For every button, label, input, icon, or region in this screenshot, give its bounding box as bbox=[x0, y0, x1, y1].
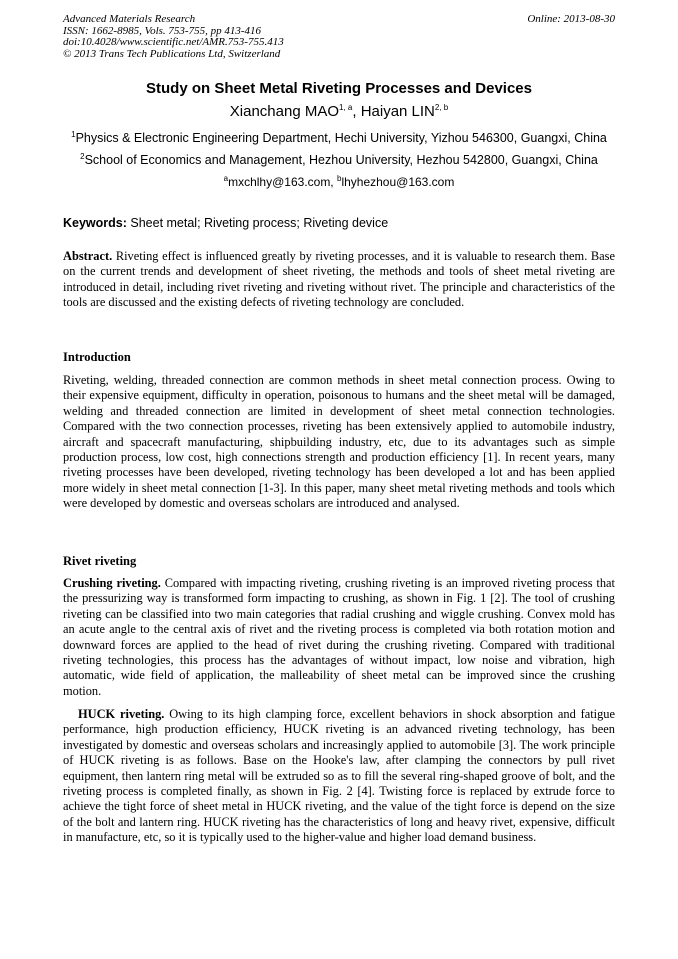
affiliation-1 bbox=[0, 131, 678, 145]
introduction-paragraph: Riveting, welding, threaded connection are common methods in sheet metal connection process. Owing to their expensive equipment, difficulty in operation, poisonous to humans and the sheet metal will be damaged, welding and threaded connection are limited in development of sheet metal connection technologies. Compared with the two connection processes, riveting has been extensively applied to automobile industry, aircraft and spacecraft manufacturing, shipbuilding industry, etc, due to its advantages such as simple production process, low cost, high connections strength and production efficiency [1]. In recent years, many riveting processes have been developed, riveting technology has been developed a lot and has been applied more widely in sheet metal connection [1-3]. In this paper, many sheet metal riveting methods and tools which were developed by domestic and overseas scholars are introduced and analysed. bbox=[63, 373, 615, 511]
email-1-mark: a bbox=[223, 174, 229, 183]
author-separator: , bbox=[352, 103, 361, 120]
affiliation-2-text: School of Economics and Management, Hezhou University, Hezhou 542800, Guangxi, China bbox=[84, 153, 598, 167]
issn-line: ISSN: 1662-8985, Vols. 753-755, pp 413-416 bbox=[63, 24, 261, 37]
email-2-mark: b bbox=[336, 174, 342, 183]
author-2-name: Haiyan LIN bbox=[360, 103, 435, 120]
email-1: mxchlhy@163.com, bbox=[228, 175, 337, 189]
affiliation-1-text: Physics & Electronic Engineering Department, Hechi University, Yizhou 546300, Guangxi, China bbox=[75, 131, 607, 145]
introduction-heading: Introduction bbox=[63, 350, 131, 364]
paper-title: Study on Sheet Metal Riveting Processes and Devices bbox=[146, 80, 532, 97]
journal-header bbox=[63, 14, 284, 60]
abstract bbox=[63, 249, 615, 311]
author-1-affiliation-mark: 1, a bbox=[339, 103, 353, 112]
rivet-riveting-heading: Rivet riveting bbox=[63, 554, 137, 568]
copyright-line: © 2013 Trans Tech Publications Ltd, Switzerland bbox=[63, 47, 281, 60]
crushing-riveting-text: Compared with impacting riveting, crushing riveting is an improved riveting process that the pressurizing way is transformed form impacting to crushing, as shown in Fig. 1 [2]. The tool of crushing riveting can be classified into two main categories that radial crushing and wiggle crushing. Convex mold has an acute angle to the central axis of rivet and the riveting process is completed via both rotation motion and downward forces are applied to the head of rivet during the crushing riveting. Compared with traditional riveting technologies, this process has the advantages of without impact, low noise and vibration, high automatic, wide field of application, the malleability of sheet metal can be improved since the crushing motion. bbox=[63, 576, 615, 698]
journal-name: Advanced Materials Research bbox=[63, 13, 196, 25]
huck-riveting-text: Owing to its high clamping force, excellent behaviors in shock absorption and fatigue performance, high production efficiency, HUCK riveting is an advanced riveting technology, has been investigated by domestic and overseas scholars and increasingly applied to automobile [3]. The work principle of HUCK riveting is as follows. Base on the Hooke's law, after clamping the connectors by pull rivet equipment, then lantern ring metal will be extruded so as to fill the several ring-shaped groove of bolt, and the riveting process is completed finally, as shown in Fig. 2 [4]. Twisting force is replaced by extrude force to achieve the tight force of sheet metal in HUCK riveting, and the value of the tight force is depend on the size of the bolt and lantern ring. HUCK riveting has the characteristics of long and heavy rivet, expensive, difficult in manufacture, etc, so it is typically used to the higher-value and higher load demand business. bbox=[63, 707, 615, 845]
crushing-riveting-label: Crushing riveting. bbox=[63, 576, 161, 590]
huck-riveting-label: HUCK riveting. bbox=[78, 707, 165, 721]
abstract-label: Abstract. bbox=[63, 249, 113, 263]
keywords-text: Sheet metal; Riveting process; Riveting device bbox=[126, 216, 389, 230]
keywords-label: Keywords: bbox=[63, 216, 127, 230]
email-2: lhyhezhou@163.com bbox=[341, 175, 455, 189]
abstract-text: Riveting effect is influenced greatly by riveting processes, and it is valuable to research them. Base on the current trends and development of sheet riveting, the methods and tools of sheet metal riveting are introduced in detail, including rivet riveting and riveting without rivet. The principle and characteristics of the tools are discussed and the existing defects of riveting technology are concluded. bbox=[63, 249, 615, 310]
online-date: Online: 2013-08-30 bbox=[527, 13, 615, 25]
affiliation-2 bbox=[0, 153, 678, 167]
affiliation-1-mark: 1 bbox=[71, 129, 76, 139]
doi-line: doi:10.4028/www.scientific.net/AMR.753-755.413 bbox=[63, 36, 284, 48]
affiliation-2-mark: 2 bbox=[80, 151, 85, 161]
crushing-riveting-paragraph bbox=[63, 576, 615, 699]
huck-riveting-paragraph bbox=[63, 707, 615, 846]
email-line bbox=[0, 175, 678, 189]
author-1-name: Xianchang MAO bbox=[229, 103, 339, 120]
author-2-affiliation-mark: 2, b bbox=[434, 103, 449, 112]
author-line bbox=[0, 103, 678, 120]
keywords bbox=[63, 216, 615, 230]
